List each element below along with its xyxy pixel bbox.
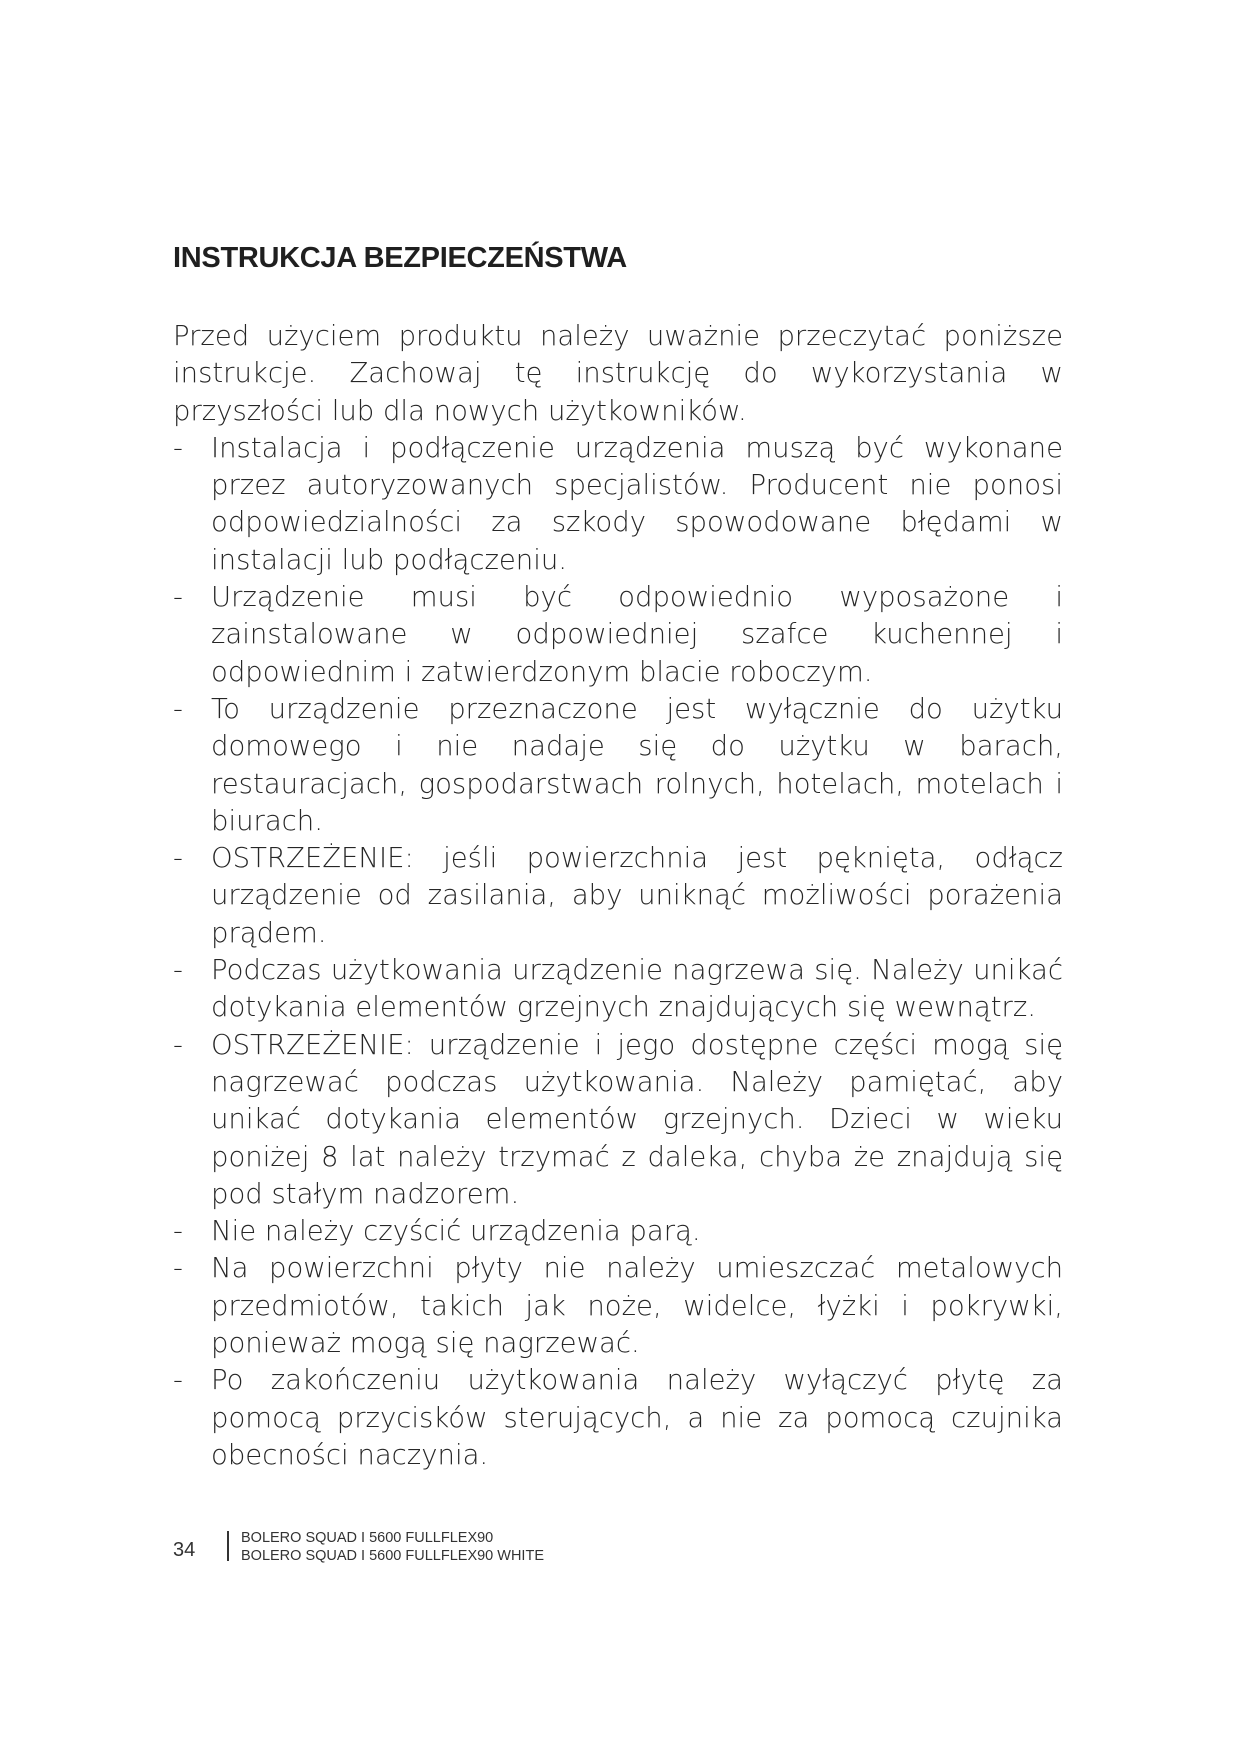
list-item-text: Po zakończeniu użytkowania należy wyłączyć płytę za pomocą przycisków sterujących, a nie za pomocą czujnika obecności naczynia. (211, 1364, 1063, 1471)
list-item (173, 1250, 1063, 1362)
list-item (173, 430, 1063, 579)
list-bullet: - (173, 1364, 183, 1397)
list-item (173, 691, 1063, 840)
page-title: INSTRUKCJA BEZPIECZEŃSTWA (173, 242, 627, 274)
list-bullet: - (173, 954, 183, 987)
list-item-text: OSTRZEŻENIE: urządzenie i jego dostępne części mogą się nagrzewać podczas użytkowania. Należy pamiętać, aby unikać dotykania elementów grzejnych. Dzieci w wieku poniżej 8 lat należy trzymać z daleka, chyba że znajdują się pod stałym nadzorem. (211, 1028, 1063, 1210)
list-bullet: - (173, 1028, 183, 1061)
document-body (173, 318, 1063, 1474)
intro-paragraph: Przed użyciem produktu należy uważnie przeczytać poniższe instrukcje. Zachowaj tę instrukcję do wykorzystania w przyszłości lub dla nowych użytkowników. (173, 320, 1063, 427)
list-bullet: - (173, 1215, 183, 1248)
list-bullet: - (173, 1252, 183, 1285)
list-item (173, 579, 1063, 691)
safety-list (173, 430, 1063, 1474)
list-item-text: Nie należy czyścić urządzenia parą. (211, 1215, 701, 1248)
list-bullet: - (173, 842, 183, 875)
footer-divider (227, 1531, 229, 1561)
list-item-text: To urządzenie przeznaczone jest wyłącznie do użytku domowego i nie nadaje się do użytku w barach, restauracjach, gospodarstwach rolnych, hotelach, motelach i biurach. (211, 692, 1063, 837)
list-bullet: - (173, 581, 183, 614)
list-item (173, 840, 1063, 952)
list-item (173, 952, 1063, 1027)
list-item-text: Urządzenie musi być odpowiednio wyposażone i zainstalowane w odpowiedniej szafce kuchennej i odpowiednim i zatwierdzonym blacie roboczym. (211, 581, 1063, 688)
product-model (241, 1529, 544, 1565)
product-model-line: BOLERO SQUAD I 5600 FULLFLEX90 WHITE (241, 1548, 544, 1564)
list-item-text: Na powierzchni płyty nie należy umieszczać metalowych przedmiotów, takich jak noże, widelce, łyżki i pokrywki, ponieważ mogą się nagrzewać. (211, 1252, 1063, 1360)
list-item-text: Podczas użytkowania urządzenie nagrzewa się. Należy unikać dotykania elementów grzejnych znajdujących się wewnątrz. (211, 954, 1063, 1024)
product-model-line: BOLERO SQUAD I 5600 FULLFLEX90 (241, 1530, 494, 1546)
list-item (173, 1213, 1063, 1250)
list-bullet: - (173, 431, 183, 464)
list-item (173, 1362, 1063, 1474)
list-item-text: OSTRZEŻENIE: jeśli powierzchnia jest pęknięta, odłącz urządzenie od zasilania, aby uniknąć możliwości porażenia prądem. (211, 842, 1063, 949)
page-number: 34 (173, 1539, 196, 1561)
list-item (173, 1027, 1063, 1213)
list-bullet: - (173, 692, 183, 725)
list-item-text: Instalacja i podłączenie urządzenia muszą być wykonane przez autoryzowanych specjalistów. Producent nie ponosi odpowiedzialności za szkody spowodowane błędami w instalacji lub podłączeniu. (211, 431, 1063, 576)
